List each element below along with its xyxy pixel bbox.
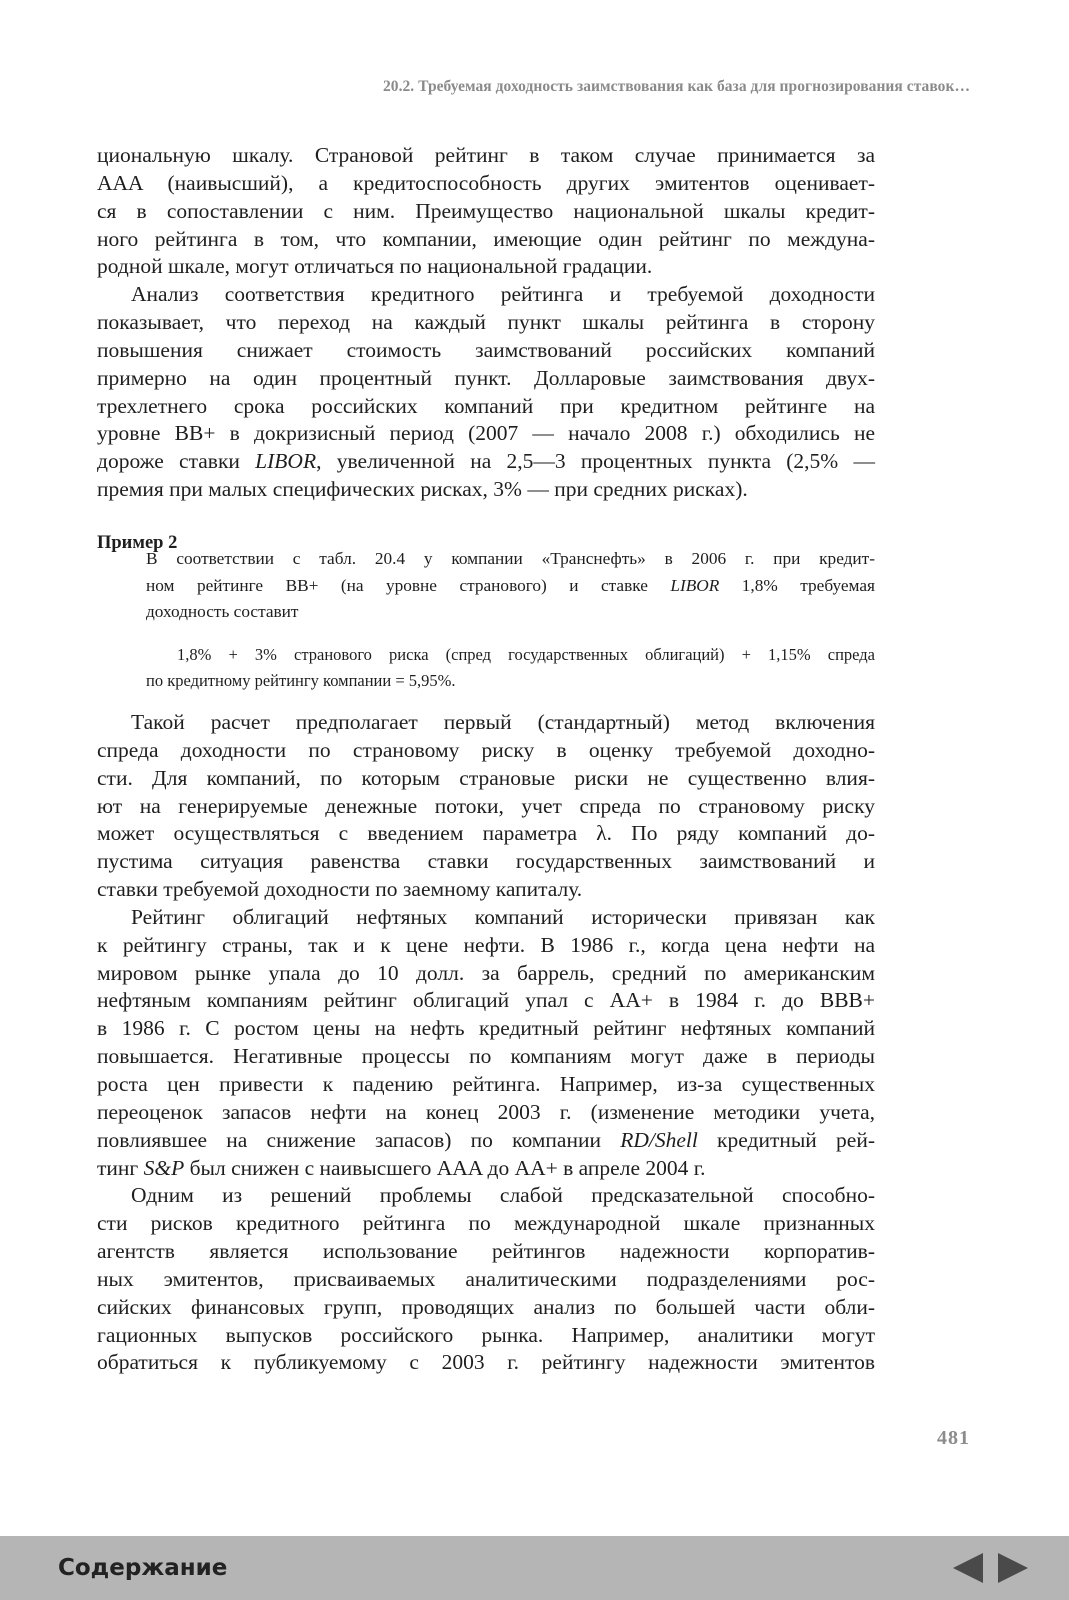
text-line: к рейтингу страны, так и к цене нефти. В 1986 г., когда цена нефти на [97, 932, 875, 957]
text-line: Анализ соответствия кредитного рейтинга и требуемой доходности [131, 282, 875, 307]
table-of-contents-button[interactable]: Содержание [58, 1555, 228, 1581]
text-line: Рейтинг облигаций нефтяных компаний исторически привязан как [131, 904, 875, 929]
example-line: ном рейтинге BB+ (на уровне странового) и ставке LIBOR 1,8% требуемая [146, 575, 875, 595]
text-line: гационных выпусков российского рынка. Например, аналитики могут [97, 1322, 875, 1347]
text-line: сийских финансовых групп, проводящих анализ по большей части обли- [97, 1294, 875, 1319]
text-line: родной шкале, могут отличаться по национальной градации. [97, 254, 653, 279]
text-line: ся в сопоставлении с ним. Преимущество национальной шкалы кредит- [97, 198, 875, 223]
text-line: премия при малых специфических рисках, 3% — при средних рисках). [97, 477, 748, 502]
text-line: спреда доходности по страновому риску в оценку требуемой доходно- [97, 737, 875, 762]
text-line: ставки требуемой доходности по заемному капиталу. [97, 877, 583, 902]
example-line: доходность составит [146, 602, 299, 621]
text-line: в 1986 г. С ростом цены на нефть кредитный рейтинг нефтяных компаний [97, 1016, 875, 1041]
bottom-toolbar [0, 1536, 1069, 1600]
example-body [146, 546, 875, 626]
text-line: агентств является использование рейтингов надежности корпоратив- [97, 1239, 875, 1264]
text-line: ют на генерируемые денежные потоки, учет спреда по страновому риску [97, 793, 875, 818]
body-text-bottom [97, 709, 875, 1377]
text-line: ного рейтинга в том, что компании, имеющие один рейтинг по междуна- [97, 226, 875, 251]
text-line: повышения снижает стоимость заимствований российских компаний [97, 337, 875, 362]
text-line: повлиявшее на снижение запасов) по компании RD/Shell кредитный рей- [97, 1127, 875, 1152]
example-formula [146, 642, 875, 694]
text-line: обратиться к публикуемому с 2003 г. рейтингу надежности эмитентов [97, 1350, 875, 1375]
example-line: В соответствии с табл. 20.4 у компании «Транснефть» в 2006 г. при кредит- [146, 549, 875, 568]
text-line: AAA (наивысший), а кредитоспособность других эмитентов оценивает- [97, 170, 875, 195]
text-line: нефтяным компаниям рейтинг облигаций упал с AA+ в 1984 г. до BBB+ [97, 988, 875, 1013]
formula-line: по кредитному рейтингу компании = 5,95%. [146, 671, 456, 690]
formula-line: 1,8% + 3% странового риска (спред государственных облигаций) + 1,15% спреда [177, 645, 875, 664]
text-line: показывает, что переход на каждый пункт шкалы рейтинга в сторону [97, 310, 875, 335]
text-line: ных эмитентов, присваиваемых аналитическими подразделениями рос- [97, 1266, 875, 1291]
text-line: Одним из решений проблемы слабой предсказательной способно- [131, 1183, 875, 1208]
text-line: уровне BB+ в докризисный период (2007 — начало 2008 г.) обходились не [97, 421, 875, 446]
text-line: мировом рынке упала до 10 долл. за баррель, средний по американским [97, 960, 875, 985]
triangle-right-icon[interactable] [998, 1553, 1028, 1583]
text-line: трехлетнего срока российских компаний при кредитном рейтинге на [97, 393, 875, 418]
body-text-top [97, 142, 875, 504]
text-line: сти рисков кредитного рейтинга по международной шкале признанных [97, 1211, 875, 1236]
running-header: 20.2. Требуемая доходность заимствования как база для прогнозирования ставок… [382, 78, 970, 95]
text-line: повышается. Негативные процессы по компаниям могут даже в периоды [97, 1044, 875, 1069]
text-line: сти. Для компаний, по которым страновые риски не существенно влия- [97, 765, 875, 790]
text-line: может осуществляться с введением параметра λ. По ряду компаний до- [97, 821, 875, 846]
text-line: циональную шкалу. Страновой рейтинг в таком случае принимается за [97, 143, 875, 167]
text-line: дороже ставки LIBOR, увеличенной на 2,5—3 процентных пункта (2,5% — [97, 449, 875, 474]
text-line: примерно на один процентный пункт. Долларовые заимствования двух- [97, 365, 875, 390]
text-line: роста цен привести к падению рейтинга. Например, из-за существенных [97, 1071, 875, 1096]
text-line: пустима ситуация равенства ставки государственных заимствований и [97, 849, 875, 874]
text-line: переоценок запасов нефти на конец 2003 г. (изменение методики учета, [97, 1099, 875, 1124]
page-number: 481 [937, 1427, 970, 1449]
example-title: Пример 2 [97, 533, 178, 553]
text-line: тинг S&P был снижен с наивысшего AAA до AA+ в апреле 2004 г. [97, 1155, 706, 1180]
triangle-left-icon[interactable] [953, 1553, 983, 1583]
text-line: Такой расчет предполагает первый (стандартный) метод включения [131, 710, 875, 734]
